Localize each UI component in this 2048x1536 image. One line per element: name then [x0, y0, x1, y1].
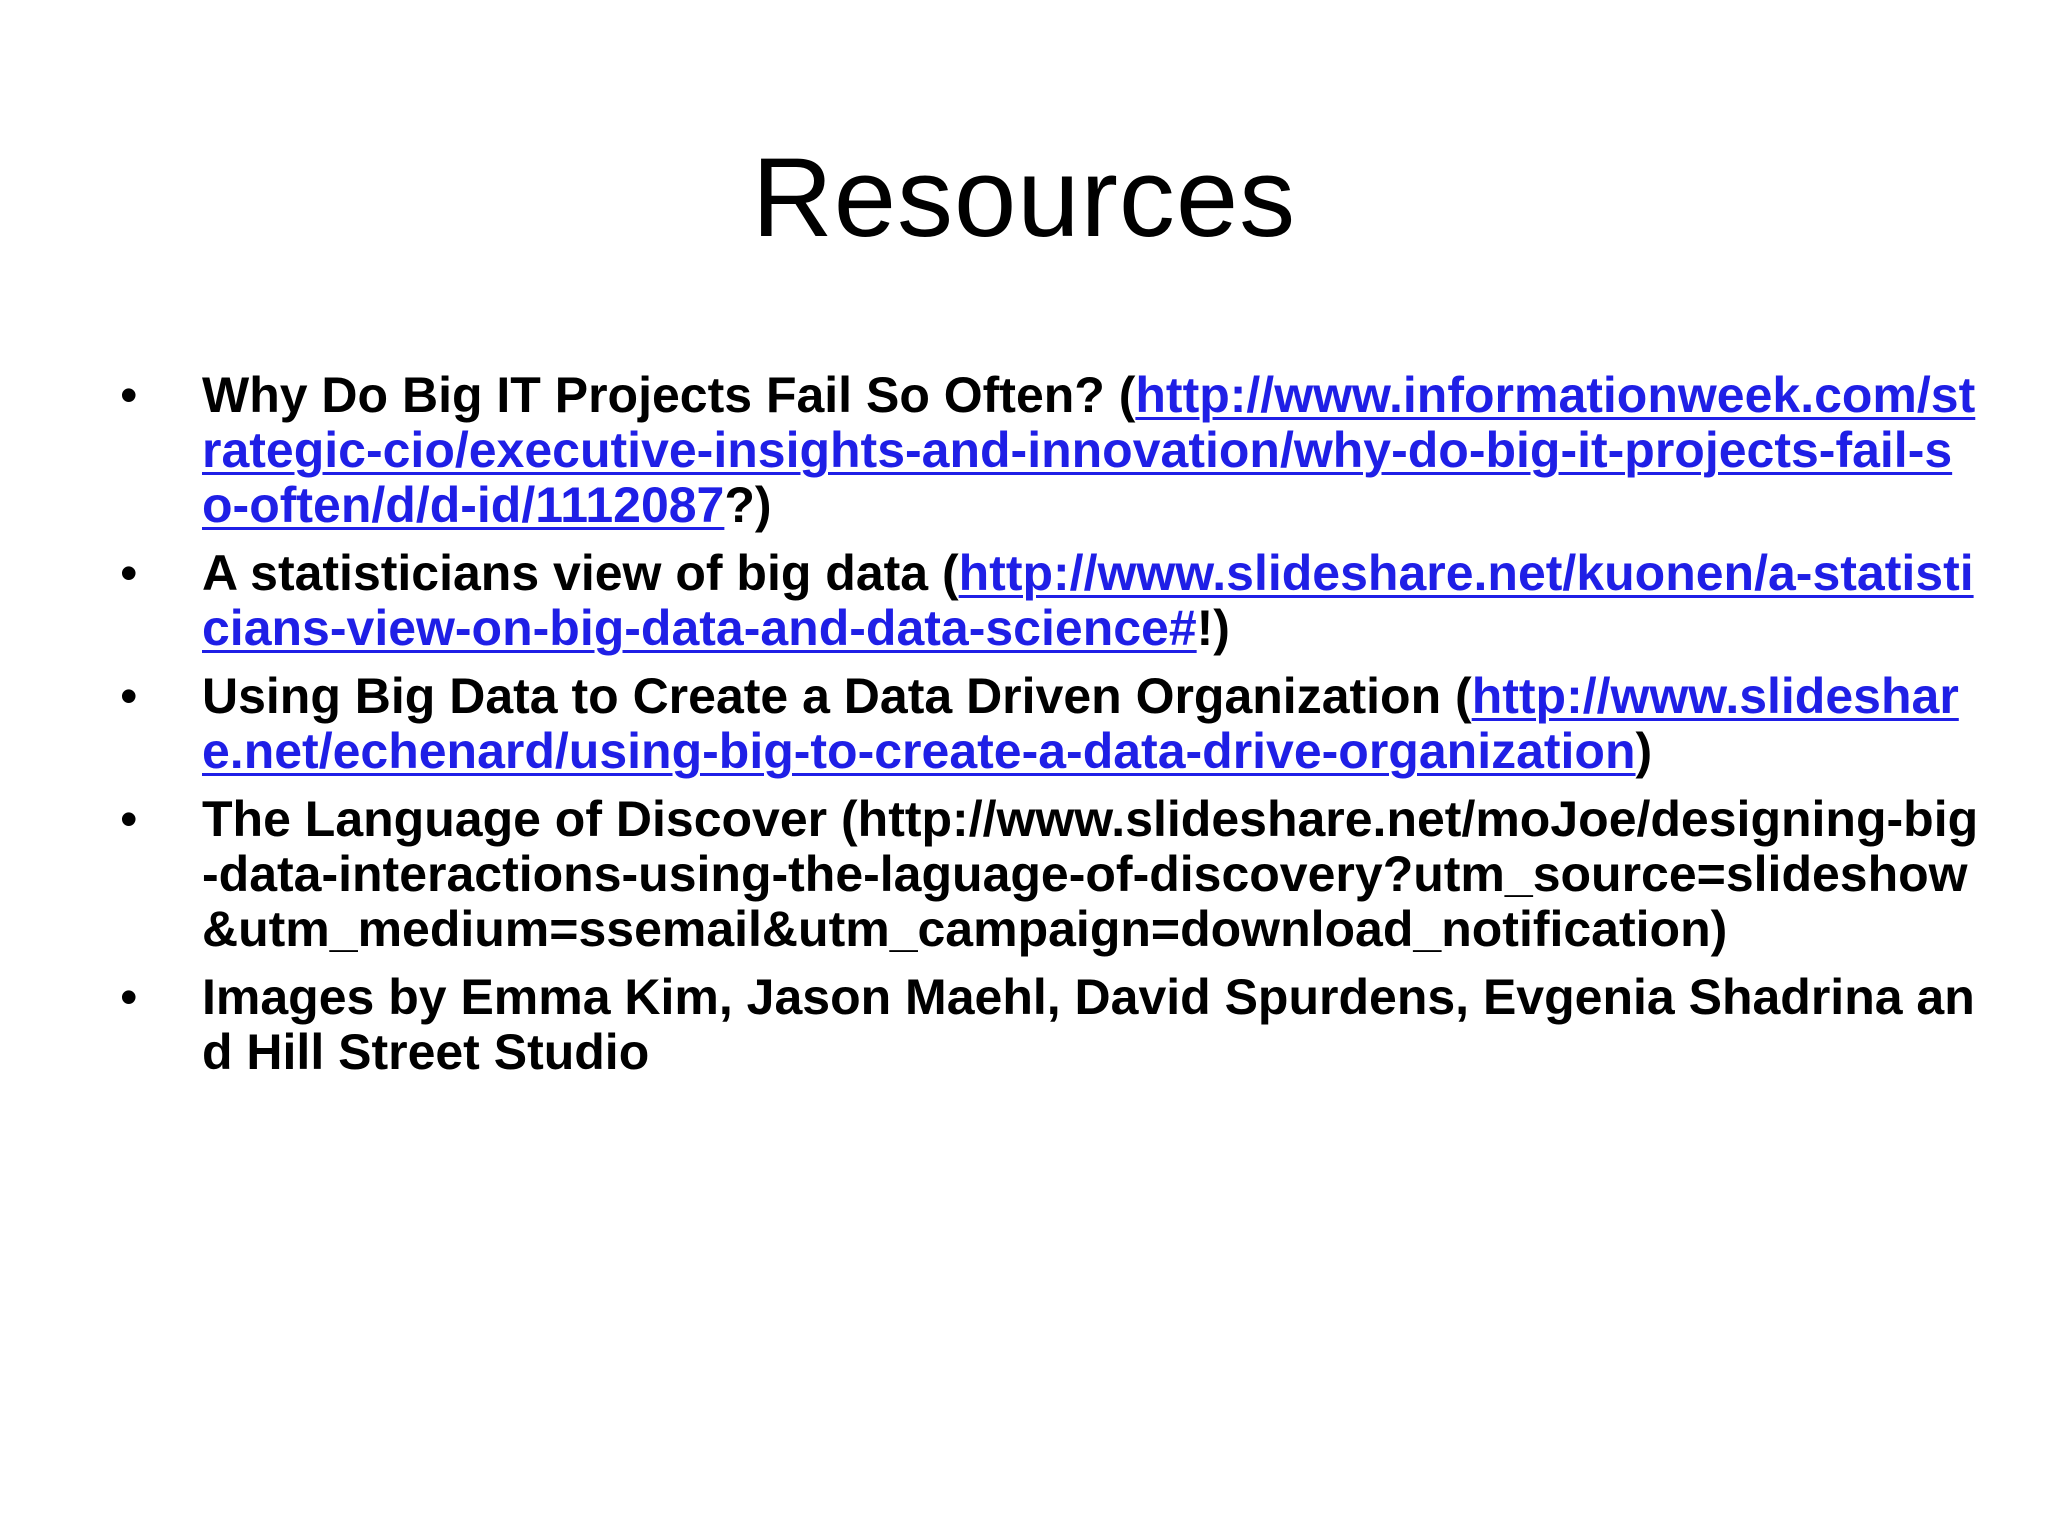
- bullet-icon: •: [120, 969, 138, 1025]
- resource-trail: ): [1635, 723, 1653, 779]
- resource-list: [120, 368, 1980, 1093]
- resource-text: The Language of Discover (http://www.slideshare.net/moJoe/designing-big-data-interactions-using-the-laguage-of-discovery?utm_source=slideshow&utm_medium=ssemail&utm_campaign=download_notification): [202, 791, 1979, 957]
- resource-trail: ?): [724, 477, 772, 533]
- resource-link[interactable]: http://www.slideshare.net/echenard/using-big-to-create-a-data-drive-organization: [202, 668, 1959, 779]
- list-item: [120, 368, 1980, 533]
- slide-title: Resources: [751, 135, 1297, 260]
- resource-text: [202, 669, 1980, 779]
- list-item: [120, 669, 1980, 779]
- resource-text: [202, 368, 1980, 533]
- list-item: [120, 792, 1980, 957]
- resource-trail: !): [1196, 600, 1230, 656]
- resource-text: [202, 546, 1980, 656]
- image-credits: Images by Emma Kim, Jason Maehl, David Spurdens, Evgenia Shadrina and Hill Street Studio: [202, 969, 1975, 1080]
- resource-link[interactable]: http://www.slideshare.net/kuonen/a-statisticians-view-on-big-data-and-data-science#: [202, 545, 1974, 656]
- bullet-icon: •: [120, 791, 138, 847]
- resource-title: Using Big Data to Create a Data Driven Organization (: [202, 668, 1472, 724]
- resource-link[interactable]: http://www.informationweek.com/strategic-cio/executive-insights-and-innovation/why-do-big-it-projects-fail-so-often/d/d-id/1112087: [202, 367, 1976, 533]
- bullet-icon: •: [120, 367, 138, 423]
- resource-title: Why Do Big IT Projects Fail So Often? (: [202, 367, 1136, 423]
- list-item: [120, 970, 1980, 1080]
- list-item: [120, 546, 1980, 656]
- bullet-icon: •: [120, 668, 138, 724]
- bullet-icon: •: [120, 545, 138, 601]
- resource-title: A statisticians view of big data (: [202, 545, 959, 601]
